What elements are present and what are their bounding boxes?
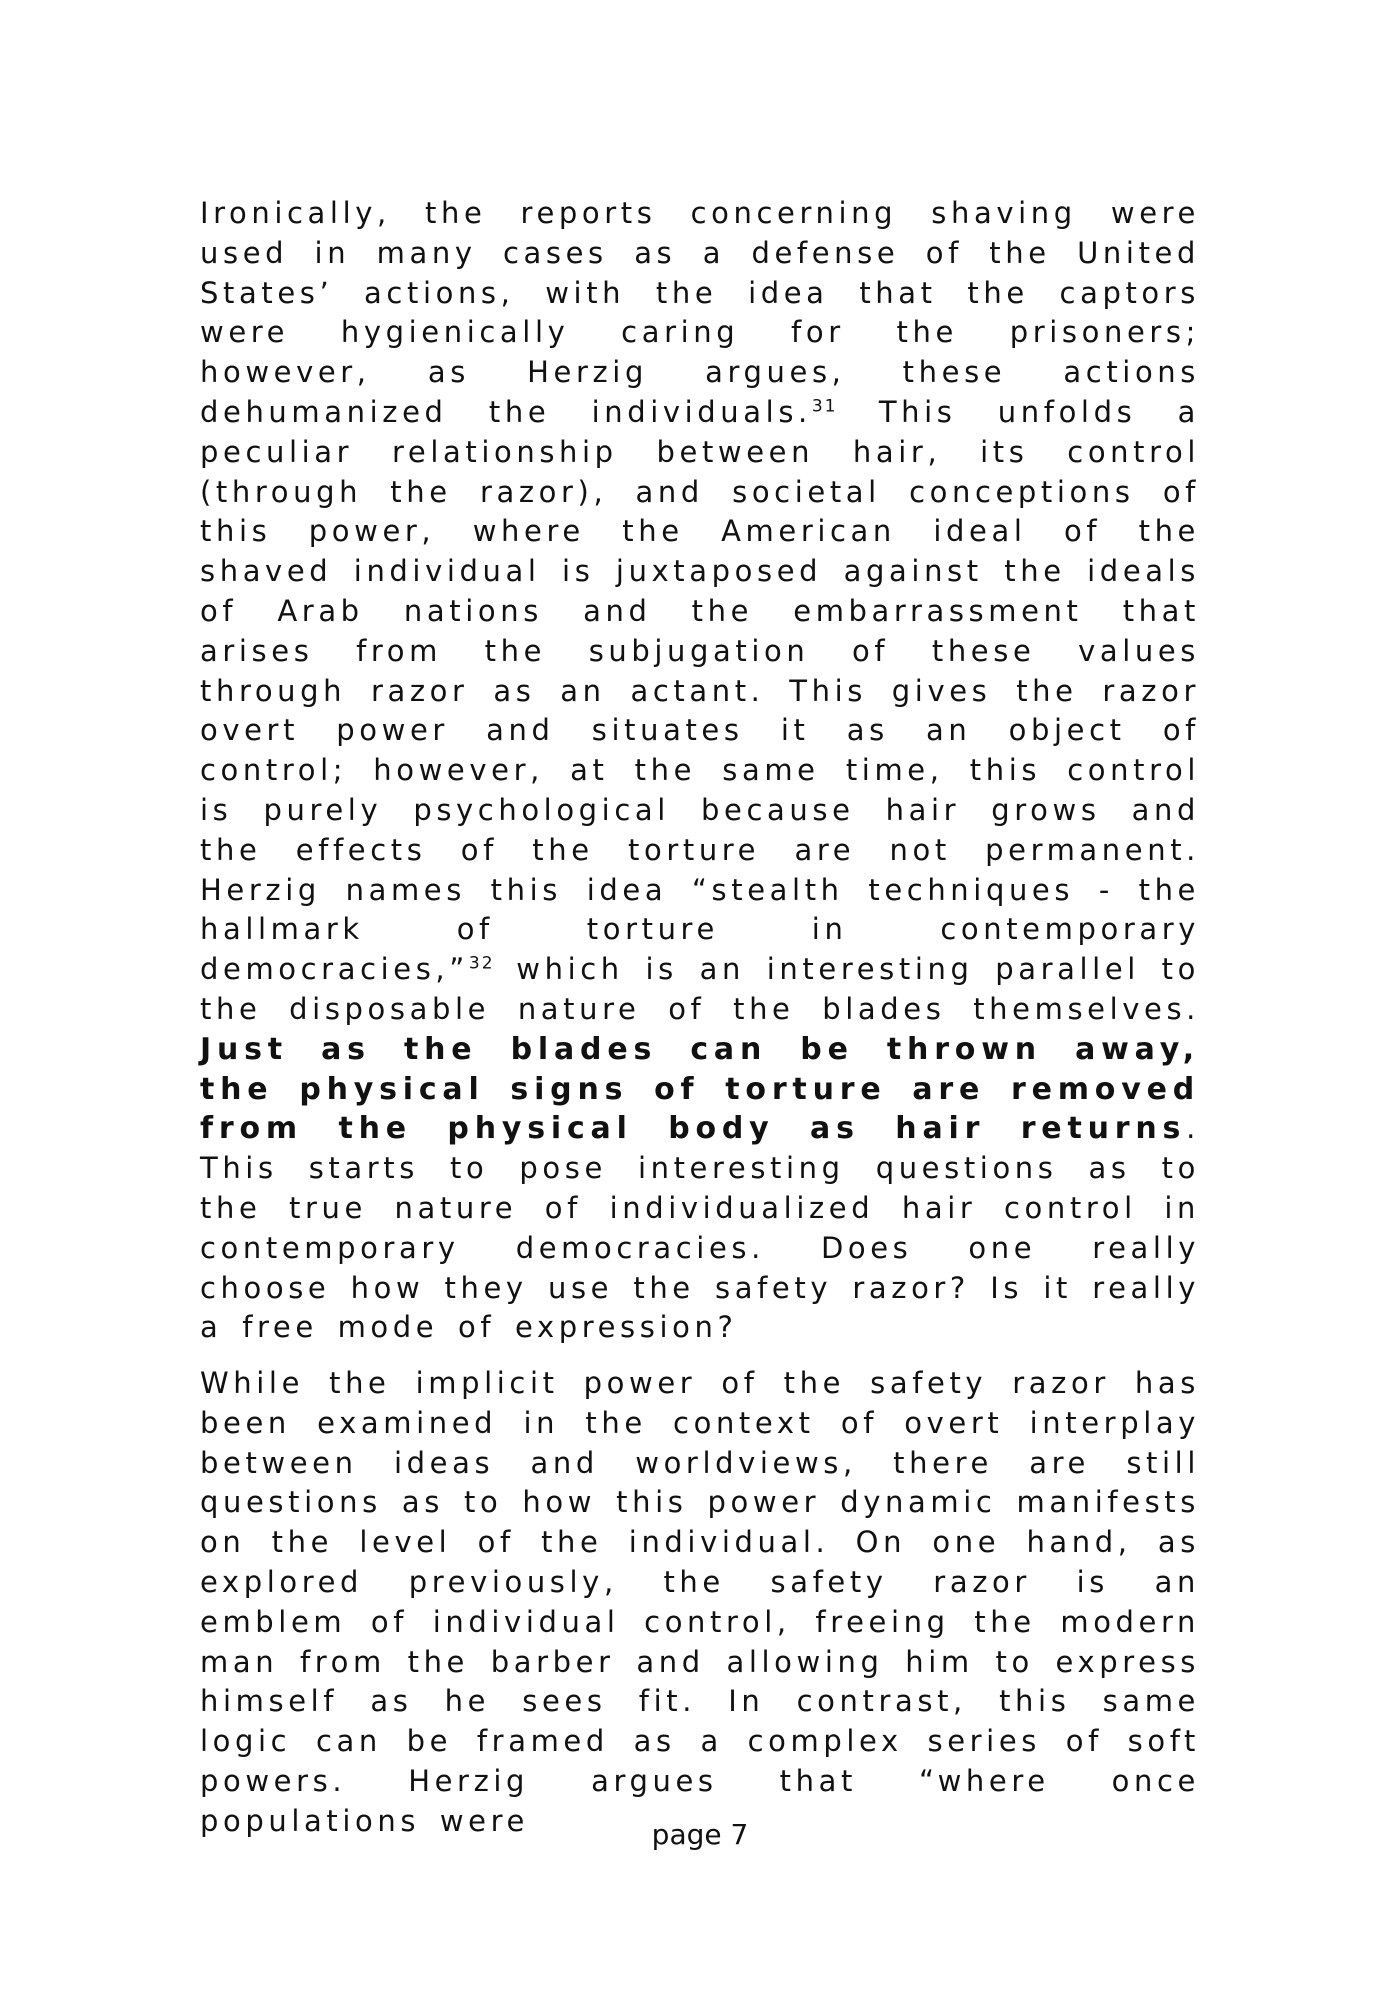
paragraph-1-text-c: which is an interesting parallel to the disposable nature of the blades themselves. [200,952,1200,1026]
body-paragraph-2: While the implicit power of the safety razor has been examined in the context of overt interplay between ideas and worldviews, there are still questions as to how this power dynamic manifests on the level of the individual. On one hand, as explored previously, the safety razor is an emblem of individual control, freeing the modern man from the barber and allowing him to express himself as he sees fit. In contrast, this same logic can be framed as a complex series of soft powers. Herzig argues that “where once populations were [200,1366,1200,1838]
footnote-31-marker: 31 [811,396,838,417]
paragraph-1-text-a: Ironically, the reports concerning shaving were used in many cases as a defense of the United States’ actions, with the idea that the captors were hygienically caring for the prisoners; however, as Herzig argues, these actions dehumanized the individuals. [200,196,1200,429]
bold-emphasis: Just as the blades can be thrown away, the physical signs of torture are removed from the physical body as hair returns [200,1031,1200,1147]
paragraph-1-text-d: . This starts to pose interesting questions as to the true nature of individualized hair control in contemporary democracies. Does one really choose how they use the safety razor? Is it really a free mode of expression? [200,1111,1200,1345]
paragraph-1-text-b: This unfolds a peculiar relationship between hair, its control (through the razor), and societal conceptions of this power, where the American ideal of the shaved individual is juxtaposed against the ideals of Arab nations and the embarrassment that arises from the subjugation of these values through razor as an actant. This gives the razor overt power and situates it as an object of control; however, at the same time, this control is purely psychological because hair grows and the effects of the torture are not permanent. Herzig names this idea “stealth techniques - the hallmark of torture in contemporary democracies,” [200,394,1200,987]
footnote-32-marker: 32 [468,953,495,974]
body-paragraph-1 [200,194,1200,1348]
page-number: page 7 [651,1818,749,1851]
